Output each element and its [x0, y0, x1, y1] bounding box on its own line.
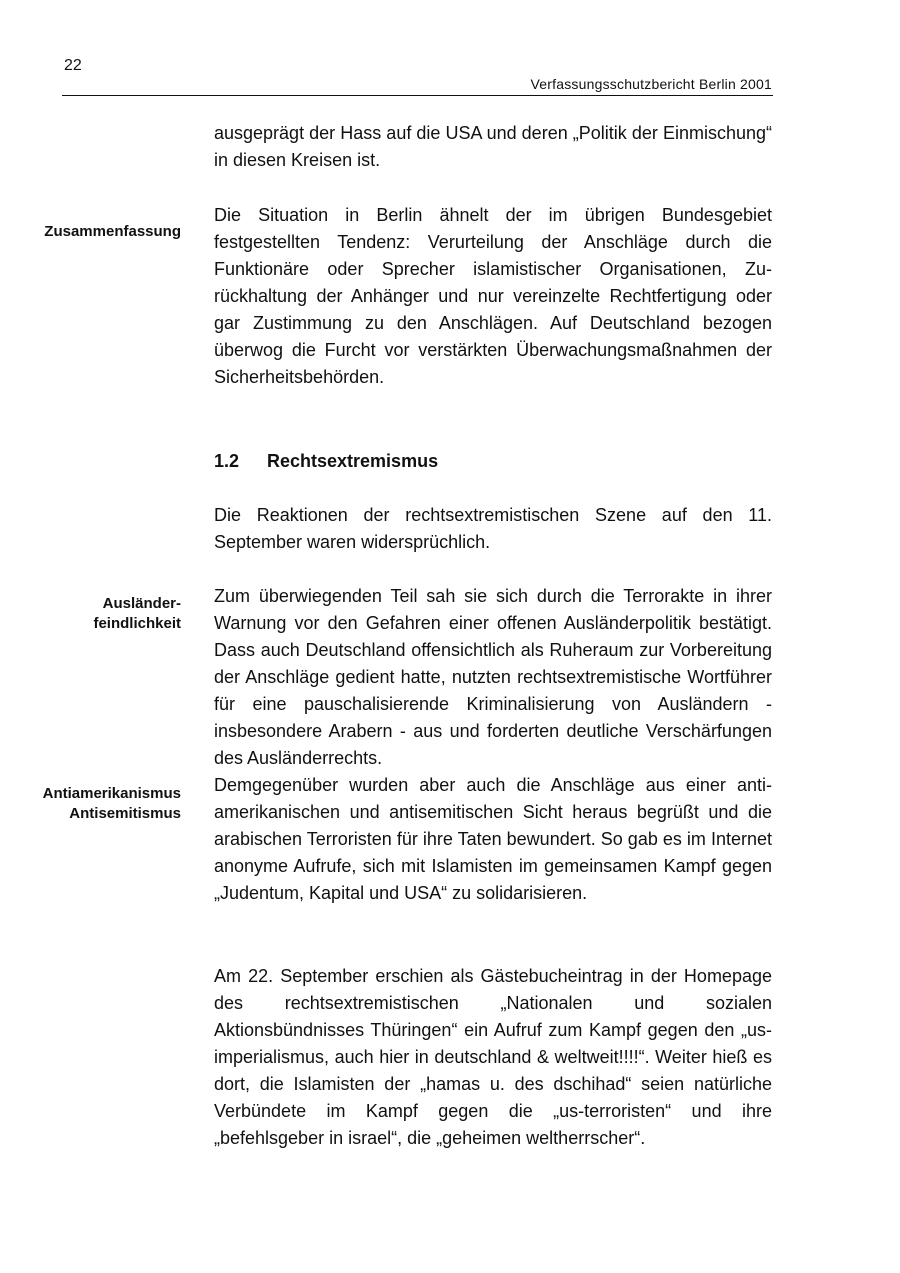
paragraph-continuation: ausgeprägt der Hass auf die USA und deren „Politik der Einmischung“ in diesen Kreisen ist. [214, 123, 772, 170]
margin-label-line: Antiamerikanismus [42, 785, 181, 802]
margin-label-zusammenfassung: Zusammenfassung [44, 223, 181, 240]
header-rule [62, 95, 773, 96]
margin-label-line: feindlichkeit [93, 615, 181, 632]
section-heading [214, 449, 438, 473]
page-number: 22 [64, 57, 82, 74]
paragraph-guestbook: Am 22. September erschien als Gästebucheintrag in der Homepage des rechtsextremistischen „Nationalen und sozialen Aktionsbündnisses Thüringen“ ein Aufruf zum Kampf gegen den „us-imperialismus, auch hier in deutschland & weltweit!!!!“. Weiter hieß es dort, die Islamisten der „hamas u. des dschihad“ seien natürliche Verbündete im Kampf gegen die „us-terroristen“ und ihre „befehlsgeber in israel“, die „geheimen weltherrscher“. [214, 966, 772, 1148]
margin-label-auslaenderfeindlichkeit [20, 594, 181, 634]
paragraph-summary: Die Situation in Berlin ähnelt der im übrigen Bundesgebiet festgestellten Tendenz: Verurteilung der Anschläge durch die Funktionäre oder Sprecher islamistischer Organisationen, Zurückhaltung der Anhänger und nur vereinzelte Rechtfertigung oder gar Zustimmung zu den Anschlägen. Auf Deutschland bezogen überwog die Furcht vor verstärkten Überwachungsmaßnahmen der Sicherheitsbehörden. [214, 205, 772, 387]
paragraph-intro: Die Reaktionen der rechtsextremistischen Szene auf den 11. September waren widersprüchlich. [214, 505, 772, 552]
section-title: Rechtsextremismus [267, 451, 439, 471]
section-number: 1.2 [214, 451, 240, 471]
paragraph-auslaenderfeindlichkeit: Zum überwiegenden Teil sah sie sich durch die Terrorakte in ihrer Warnung vor den Gefahren einer offenen Ausländerpolitik bestätigt. Dass auch Deutschland offensichtlich als Ruheraum zur Vorbereitung der Anschläge gedient hatte, nutzten rechtsextremistische Wortführer für eine pauschalisierende Kriminalisierung von Ausländern - insbesondere Arabern - aus und forderten deutliche Verschärfungen des Ausländerrechts. [214, 586, 772, 768]
margin-label-line: Antisemitismus [69, 805, 181, 822]
paragraph-antiamerikanismus: Demgegenüber wurden aber auch die Anschläge aus einer antiamerikanischen und antisemitischen Sicht heraus begrüßt und die arabischen Terroristen für ihre Taten bewundert. So gab es im Internet anonyme Aufrufe, sich mit Islamisten im gemeinsamen Kampf gegen „Judentum, Kapital und USA“ zu solidarisieren. [214, 775, 772, 903]
margin-label-line: Ausländer- [102, 595, 181, 612]
margin-label-antiamerikanismus [20, 784, 181, 824]
running-header: Verfassungsschutzbericht Berlin 2001 [530, 76, 772, 92]
